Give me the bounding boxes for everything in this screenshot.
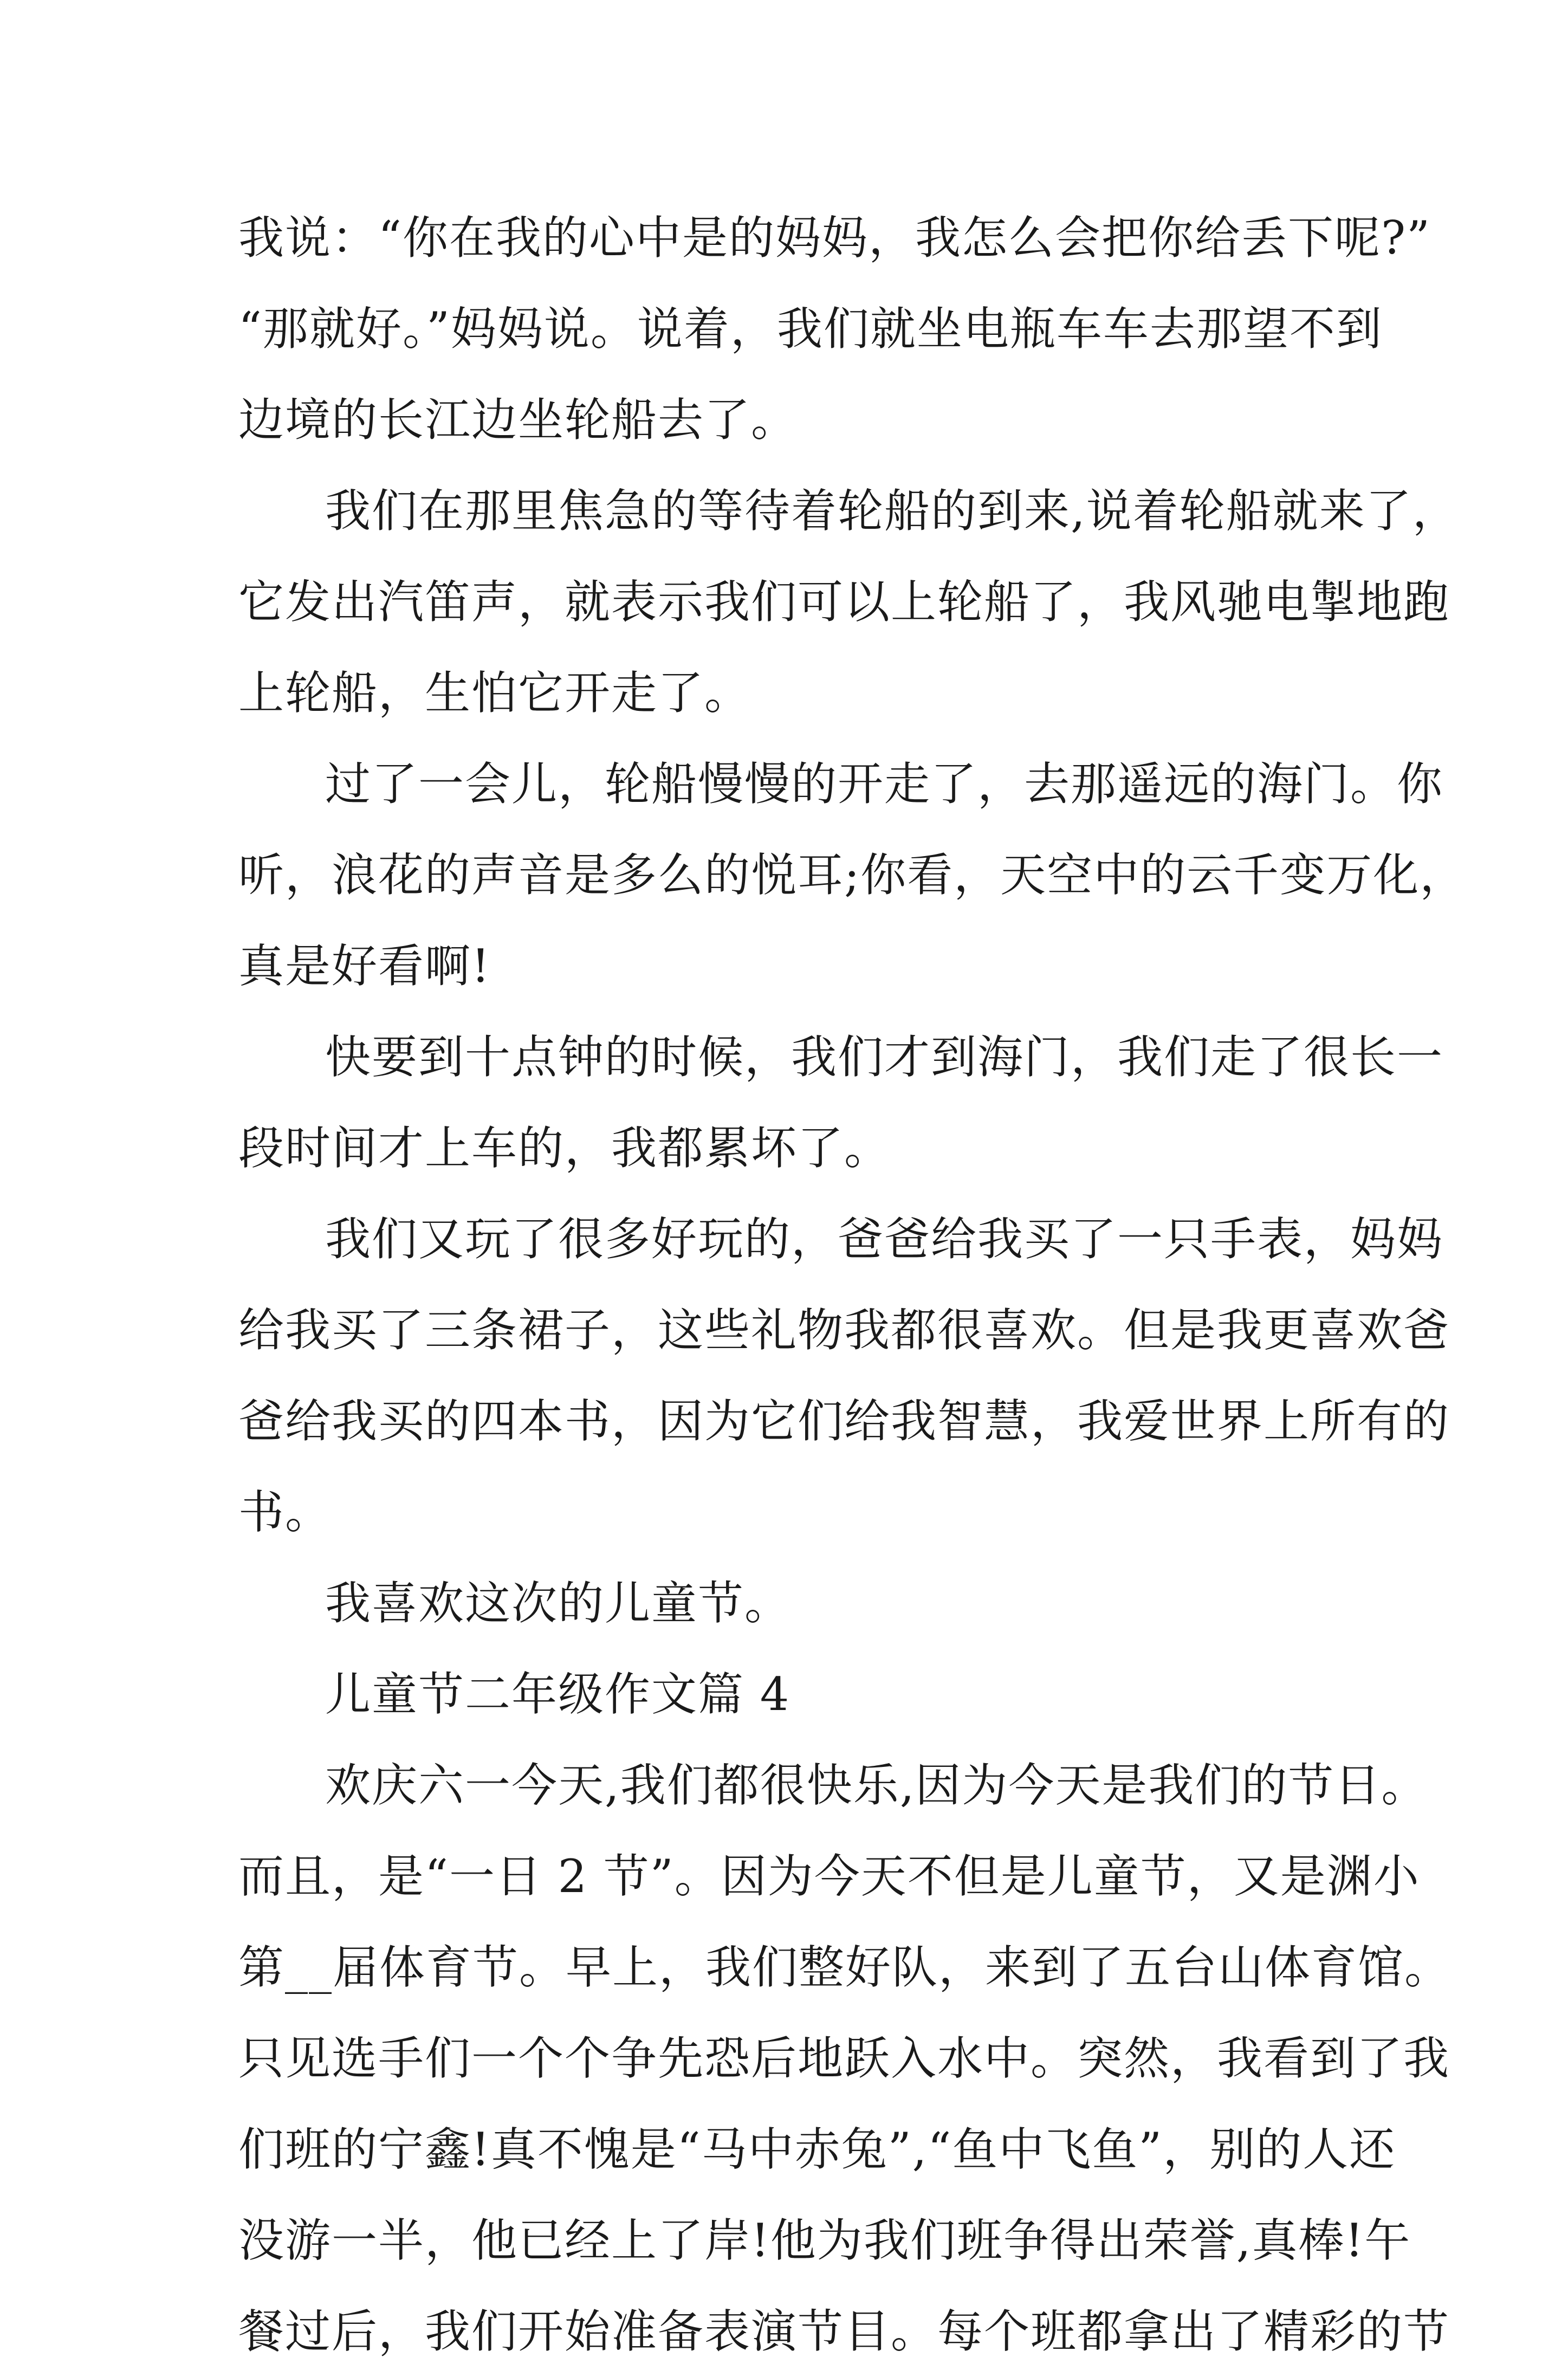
- paragraph-first-line: 我们在那里焦急的等待着轮船的到来,说着轮船就来了，: [325, 484, 1459, 537]
- text-line: 书。: [238, 1486, 332, 1539]
- section-heading: 儿童节二年级作文篇 4: [325, 1668, 791, 1721]
- text-line: 第__届体育节。早上，我们整好队，来到了五台山体育馆。: [238, 1941, 1452, 1994]
- text-line: 只见选手们一个个争先恐后地跃入水中。突然，我看到了我: [238, 2032, 1450, 2085]
- text-line: 听，浪花的声音是多么的悦耳;你看，天空中的云千变万化，: [238, 849, 1467, 902]
- paragraph-first-line: 欢庆六一今天,我们都很快乐,因为今天是我们的节日。: [325, 1759, 1428, 1812]
- paragraph-first-line: 过了一会儿，轮船慢慢的开走了，去那遥远的海门。你: [325, 757, 1444, 811]
- paragraph-first-line: 快要到十点钟的时候，我们才到海门，我们走了很长一: [325, 1031, 1444, 1084]
- text-line: 真是好看啊!: [238, 940, 491, 993]
- text-line: 它发出汽笛声，就表示我们可以上轮船了，我风驰电掣地跑: [238, 575, 1450, 629]
- text-line: “那就好。”妈妈说。说着，我们就坐电瓶车车去那望不到: [238, 302, 1383, 355]
- document-body: [238, 192, 1467, 2377]
- text-line: 边境的长江边坐轮船去了。: [238, 393, 798, 446]
- paragraph-first-line: 我喜欢这次的儿童节。: [325, 1577, 792, 1630]
- text-line: 而且，是“一日 2 节”。因为今天不但是儿童节，又是渊小: [238, 1850, 1420, 1903]
- text-line: 我说：“你在我的心中是的妈妈，我怎么会把你给丢下呢?”: [238, 211, 1431, 264]
- text-line: 餐过后，我们开始准备表演节目。每个班都拿出了精彩的节: [238, 2305, 1450, 2358]
- text-line: 爸给我买的四本书，因为它们给我智慧，我爱世界上所有的: [238, 1395, 1450, 1448]
- text-line: 们班的宁鑫!真不愧是“马中赤兔”,“鱼中飞鱼”，别的人还: [238, 2123, 1396, 2176]
- text-line: 段时间才上车的，我都累坏了。: [238, 1122, 891, 1175]
- paragraph-first-line: 我们又玩了很多好玩的，爸爸给我买了一只手表，妈妈: [325, 1213, 1444, 1266]
- text-line: 上轮船，生怕它开走了。: [238, 666, 751, 720]
- text-line: 没游一半，他已经上了岸!他为我们班争得出荣誉,真棒!午: [238, 2214, 1411, 2267]
- text-line: 给我买了三条裙子，这些礼物我都很喜欢。但是我更喜欢爸: [238, 1304, 1450, 1357]
